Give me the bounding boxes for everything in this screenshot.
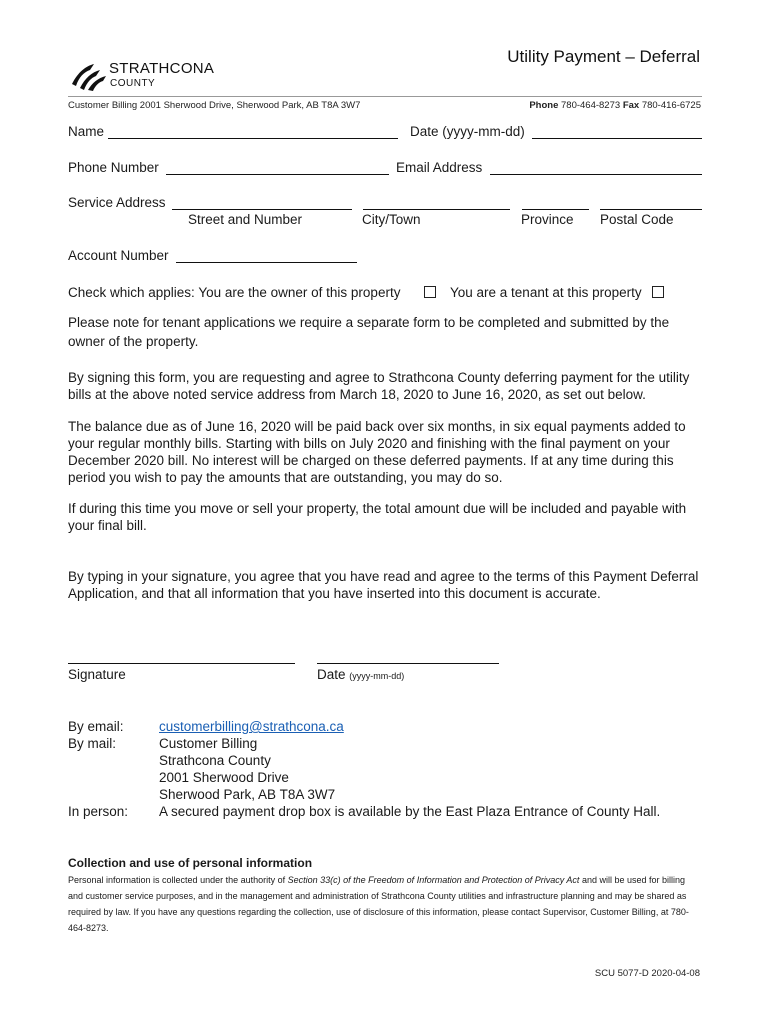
privacy-text-before: Personal information is collected under the authority of: [68, 875, 288, 885]
phone-number-field[interactable]: [166, 174, 389, 175]
ownership-prompt: Check which applies: You are the owner of this property: [68, 285, 401, 300]
strathcona-logo-icon: [68, 58, 108, 94]
mail-line-3: 2001 Sherwood Drive: [159, 770, 289, 785]
account-number-label: Account Number: [68, 248, 169, 263]
street-field[interactable]: [172, 209, 352, 210]
privacy-notice: [68, 872, 702, 936]
move-sell-paragraph: If during this time you move or sell your property, the total amount due will be included and payable with your final bill.: [68, 501, 687, 533]
date-field[interactable]: [532, 138, 702, 139]
billing-address: Customer Billing 2001 Sherwood Drive, Sherwood Park, AB T8A 3W7: [68, 100, 361, 111]
page-title: Utility Payment – Deferral: [507, 47, 700, 66]
signature-date-field[interactable]: [317, 663, 499, 664]
account-number-field[interactable]: [176, 262, 357, 263]
signature-field[interactable]: [68, 663, 295, 664]
privacy-section-title: Collection and use of personal information: [68, 856, 313, 870]
in-person-label: In person:: [68, 804, 129, 819]
mail-line-4: Sherwood Park, AB T8A 3W7: [159, 787, 336, 802]
city-sublabel: City/Town: [362, 212, 421, 227]
form-number: SCU 5077-D 2020-04-08: [594, 968, 700, 979]
signature-date-format: (yyyy-mm-dd): [349, 671, 405, 681]
privacy-text-after: and will be used for billing and customer service purposes, and in the management and administration of Strathcona County utilities and infrastructure planning and may be shared as required by law. If you have any questions regarding the collection, use of disclosure of this information, please contact Supervisor, Customer Billing, at 780-464-8273.: [68, 875, 689, 933]
signature-date-label: [317, 667, 404, 682]
signature-consent-paragraph: By typing in your signature, you agree that you have read and agree to the terms of this Payment Deferral Application, and that all information that you have inserted into this document is accurate.: [68, 569, 699, 601]
logo-wordmark-county: COUNTY: [110, 78, 156, 89]
email-field[interactable]: [490, 174, 702, 175]
by-mail-label: By mail:: [68, 736, 117, 751]
email-link[interactable]: customerbilling@strathcona.ca: [159, 719, 344, 734]
tenant-checkbox[interactable]: [652, 286, 664, 298]
fax-value: 780-416-6725: [641, 100, 701, 111]
signature-date-text: Date: [317, 667, 346, 682]
privacy-legislation: Section 33(c) of the Freedom of Information and Protection of Privacy Act: [287, 875, 580, 885]
owner-checkbox[interactable]: [424, 286, 436, 298]
header-divider: [68, 96, 702, 97]
phone-label: Phone: [529, 100, 559, 111]
province-sublabel: Province: [521, 212, 574, 227]
name-label: Name: [68, 124, 105, 139]
postal-code-sublabel: Postal Code: [600, 212, 674, 227]
city-field[interactable]: [363, 209, 510, 210]
fax-label: Fax: [622, 100, 640, 111]
service-address-label: Service Address: [68, 195, 166, 210]
phone-number-label: Phone Number: [68, 160, 159, 175]
agreement-paragraph: By signing this form, you are requesting and agree to Strathcona County deferring payment for the utility bills at the above noted service address from March 18, 2020 to June 16, 2020, as set out below.: [68, 370, 690, 402]
mail-line-2: Strathcona County: [159, 753, 271, 768]
province-field[interactable]: [522, 209, 589, 210]
phone-value: 780-464-8273: [561, 100, 621, 111]
name-field[interactable]: [108, 138, 398, 139]
email-label: Email Address: [396, 160, 483, 175]
repayment-paragraph: The balance due as of June 16, 2020 will be paid back over six months, in six equal payments added to your regular monthly bills. Starting with bills on July 2020 and finishing with the final payment on your December 2020 bill. No interest will be charged on these deferred payments. If at any time during this period you wish to pay the amounts that are outstanding, you may do so.: [68, 419, 686, 485]
by-email-label: By email:: [68, 719, 124, 734]
logo-wordmark-strathcona: STRATHCONA: [109, 60, 215, 77]
tenant-note-paragraph: Please note for tenant applications we require a separate form to be completed and submitted by the owner of the property.: [68, 315, 670, 349]
mail-line-1: Customer Billing: [159, 736, 258, 751]
tenant-option-label: You are a tenant at this property: [450, 285, 642, 300]
street-sublabel: Street and Number: [188, 212, 303, 227]
signature-label: Signature: [68, 667, 126, 682]
postal-code-field[interactable]: [600, 209, 702, 210]
date-label: Date (yyyy-mm-dd): [410, 124, 525, 139]
phone-fax-line: [529, 100, 701, 111]
in-person-text: A secured payment drop box is available by the East Plaza Entrance of County Hall.: [159, 804, 661, 819]
